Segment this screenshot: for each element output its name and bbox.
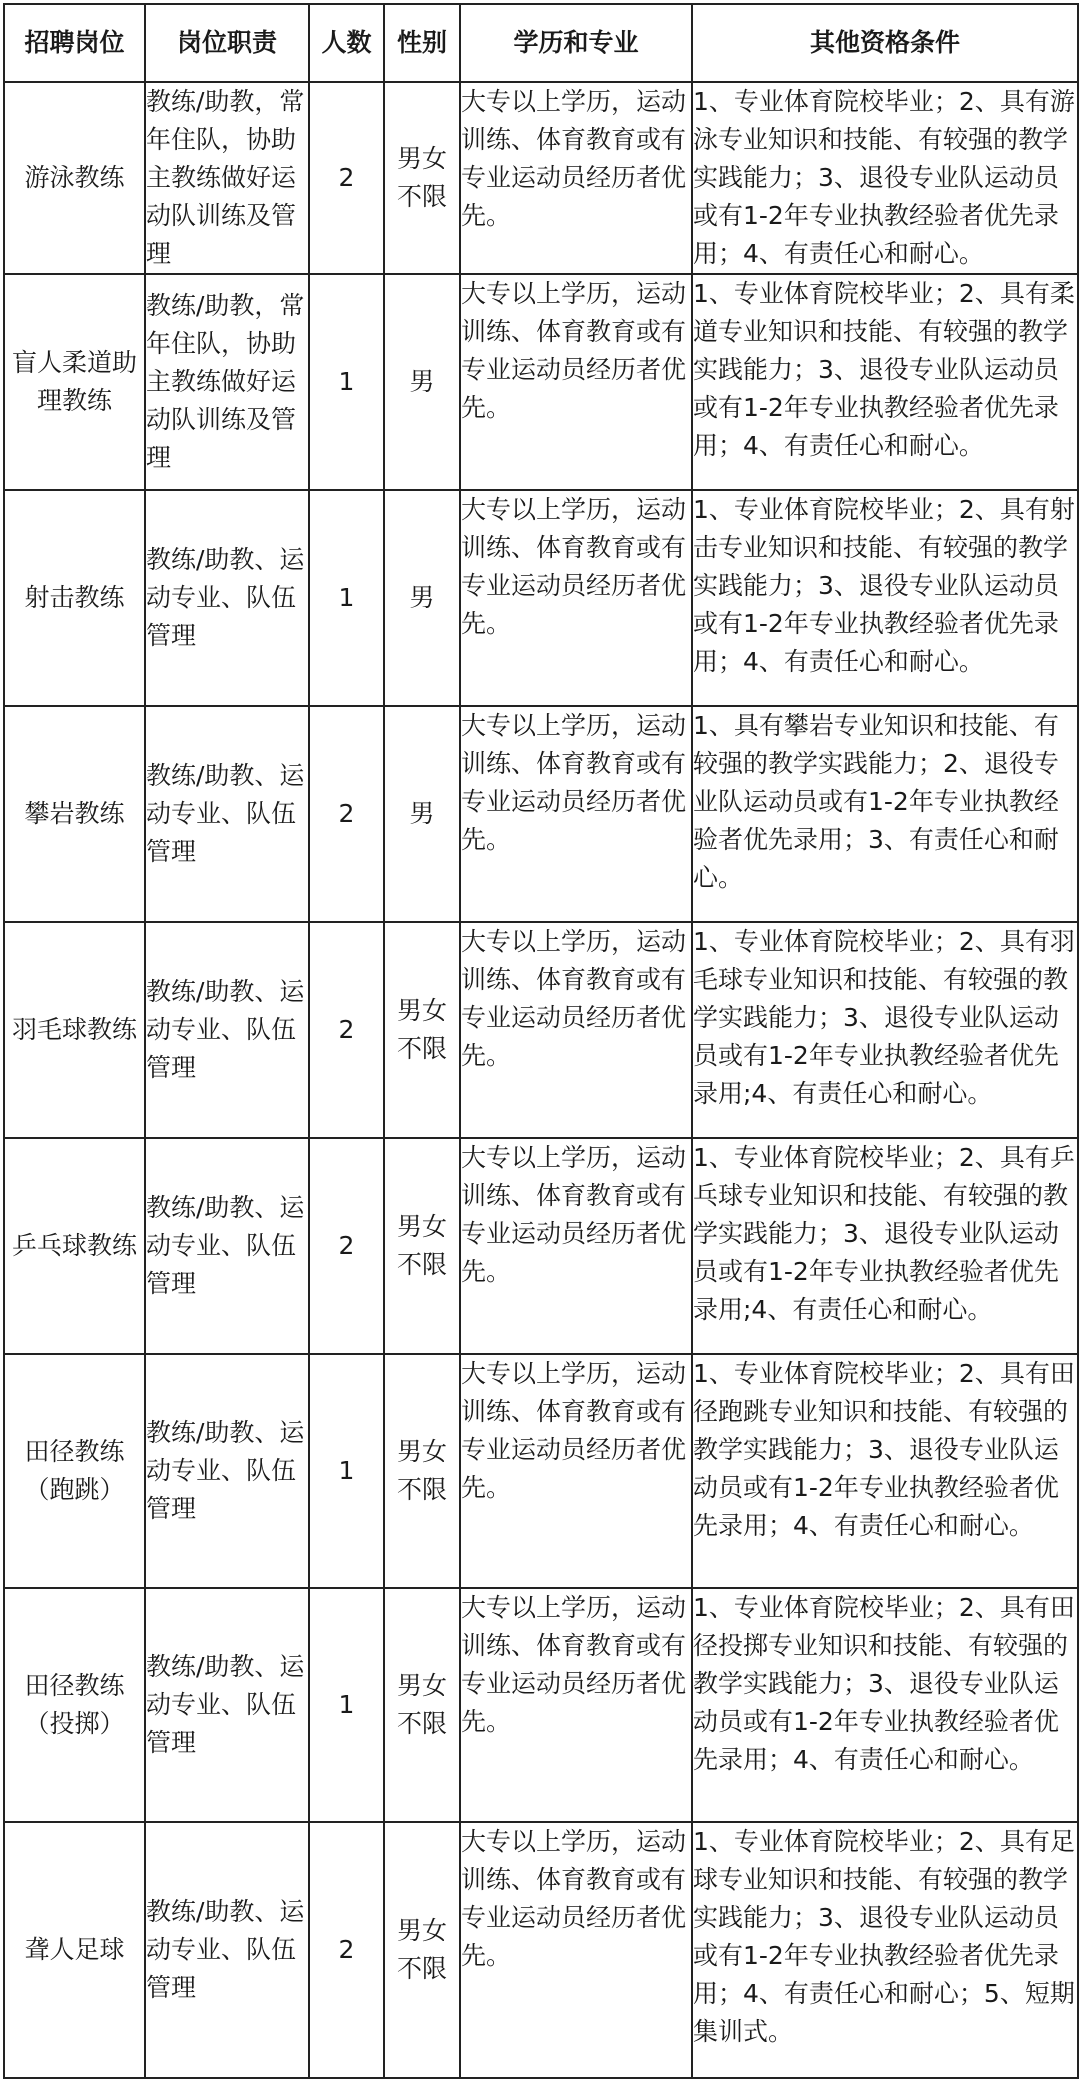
- cell-position: 攀岩教练: [4, 706, 145, 922]
- cell-count: 2: [309, 82, 384, 274]
- cell-other-requirements: 1、专业体育院校毕业；2、具有田径投掷专业知识和技能、有较强的教学实践能力；3、退役专业队运动员或有1-2年专业执教经验者优先录用；4、有责任心和耐心。: [692, 1588, 1078, 1822]
- header-count: 人数: [309, 4, 384, 82]
- table-header: [4, 4, 1078, 82]
- cell-gender: 男女不限: [384, 922, 460, 1138]
- cell-count: 1: [309, 1354, 384, 1588]
- cell-count: 2: [309, 1138, 384, 1354]
- cell-duty: 教练/助教，常年住队，协助主教练做好运动队训练及管理: [145, 82, 309, 274]
- cell-education: 大专以上学历，运动训练、体育教育或有专业运动员经历者优先。: [460, 274, 692, 490]
- cell-count: 2: [309, 706, 384, 922]
- cell-gender: 男: [384, 490, 460, 706]
- table-row: [4, 490, 1078, 706]
- cell-other-requirements: 1、专业体育院校毕业；2、具有射击专业知识和技能、有较强的教学实践能力；3、退役专业队运动员或有1-2年专业执教经验者优先录用；4、有责任心和耐心。: [692, 490, 1078, 706]
- cell-position: 聋人足球: [4, 1822, 145, 2078]
- cell-duty: 教练/助教、运动专业、队伍管理: [145, 490, 309, 706]
- table-row: [4, 922, 1078, 1138]
- cell-count: 1: [309, 490, 384, 706]
- cell-other-requirements: 1、专业体育院校毕业；2、具有足球专业知识和技能、有较强的教学实践能力；3、退役专业队运动员或有1-2年专业执教经验者优先录用；4、有责任心和耐心；5、短期集训式。: [692, 1822, 1078, 2078]
- header-education: 学历和专业: [460, 4, 692, 82]
- cell-duty: 教练/助教，常年住队，协助主教练做好运动队训练及管理: [145, 274, 309, 490]
- cell-other-requirements: 1、专业体育院校毕业；2、具有田径跑跳专业知识和技能、有较强的教学实践能力；3、退役专业队运动员或有1-2年专业执教经验者优先录用；4、有责任心和耐心。: [692, 1354, 1078, 1588]
- table-row: [4, 706, 1078, 922]
- cell-position: 盲人柔道助理教练: [4, 274, 145, 490]
- cell-education: 大专以上学历，运动训练、体育教育或有专业运动员经历者优先。: [460, 1822, 692, 2078]
- table-row: [4, 1822, 1078, 2078]
- header-duty: 岗位职责: [145, 4, 309, 82]
- header-other: 其他资格条件: [692, 4, 1078, 82]
- cell-position: 田径教练（跑跳）: [4, 1354, 145, 1588]
- table-row: [4, 1588, 1078, 1822]
- cell-duty: 教练/助教、运动专业、队伍管理: [145, 922, 309, 1138]
- cell-other-requirements: 1、专业体育院校毕业；2、具有乒乓球专业知识和技能、有较强的教学实践能力；3、退役专业队运动员或有1-2年专业执教经验者优先录用;4、有责任心和耐心。: [692, 1138, 1078, 1354]
- cell-gender: 男: [384, 706, 460, 922]
- cell-gender: 男: [384, 274, 460, 490]
- header-row: [4, 4, 1078, 82]
- cell-education: 大专以上学历，运动训练、体育教育或有专业运动员经历者优先。: [460, 1588, 692, 1822]
- cell-education: 大专以上学历，运动训练、体育教育或有专业运动员经历者优先。: [460, 1138, 692, 1354]
- cell-position: 游泳教练: [4, 82, 145, 274]
- cell-other-requirements: 1、专业体育院校毕业；2、具有柔道专业知识和技能、有较强的教学实践能力；3、退役专业队运动员或有1-2年专业执教经验者优先录用；4、有责任心和耐心。: [692, 274, 1078, 490]
- cell-duty: 教练/助教、运动专业、队伍管理: [145, 1138, 309, 1354]
- cell-duty: 教练/助教、运动专业、队伍管理: [145, 706, 309, 922]
- cell-count: 2: [309, 1822, 384, 2078]
- cell-count: 1: [309, 274, 384, 490]
- table-row: [4, 1354, 1078, 1588]
- cell-position: 乒乓球教练: [4, 1138, 145, 1354]
- recruitment-table: [3, 3, 1079, 2079]
- cell-education: 大专以上学历，运动训练、体育教育或有专业运动员经历者优先。: [460, 490, 692, 706]
- cell-education: 大专以上学历，运动训练、体育教育或有专业运动员经历者优先。: [460, 82, 692, 274]
- table-row: [4, 274, 1078, 490]
- cell-position: 羽毛球教练: [4, 922, 145, 1138]
- header-position: 招聘岗位: [4, 4, 145, 82]
- cell-position: 射击教练: [4, 490, 145, 706]
- header-gender: 性别: [384, 4, 460, 82]
- cell-gender: 男女不限: [384, 1354, 460, 1588]
- cell-gender: 男女不限: [384, 1138, 460, 1354]
- cell-education: 大专以上学历，运动训练、体育教育或有专业运动员经历者优先。: [460, 1354, 692, 1588]
- table-body: [4, 82, 1078, 2078]
- cell-duty: 教练/助教、运动专业、队伍管理: [145, 1822, 309, 2078]
- cell-education: 大专以上学历，运动训练、体育教育或有专业运动员经历者优先。: [460, 922, 692, 1138]
- cell-duty: 教练/助教、运动专业、队伍管理: [145, 1354, 309, 1588]
- cell-gender: 男女不限: [384, 1822, 460, 2078]
- cell-count: 1: [309, 1588, 384, 1822]
- cell-duty: 教练/助教、运动专业、队伍管理: [145, 1588, 309, 1822]
- cell-gender: 男女不限: [384, 1588, 460, 1822]
- cell-other-requirements: 1、具有攀岩专业知识和技能、有较强的教学实践能力；2、退役专业队运动员或有1-2年专业执教经验者优先录用；3、有责任心和耐心。: [692, 706, 1078, 922]
- cell-position: 田径教练（投掷）: [4, 1588, 145, 1822]
- cell-gender: 男女不限: [384, 82, 460, 274]
- table-row: [4, 1138, 1078, 1354]
- table-row: [4, 82, 1078, 274]
- cell-other-requirements: 1、专业体育院校毕业；2、具有羽毛球专业知识和技能、有较强的教学实践能力；3、退役专业队运动员或有1-2年专业执教经验者优先录用;4、有责任心和耐心。: [692, 922, 1078, 1138]
- cell-other-requirements: 1、专业体育院校毕业；2、具有游泳专业知识和技能、有较强的教学实践能力；3、退役专业队运动员或有1-2年专业执教经验者优先录用；4、有责任心和耐心。: [692, 82, 1078, 274]
- cell-count: 2: [309, 922, 384, 1138]
- cell-education: 大专以上学历，运动训练、体育教育或有专业运动员经历者优先。: [460, 706, 692, 922]
